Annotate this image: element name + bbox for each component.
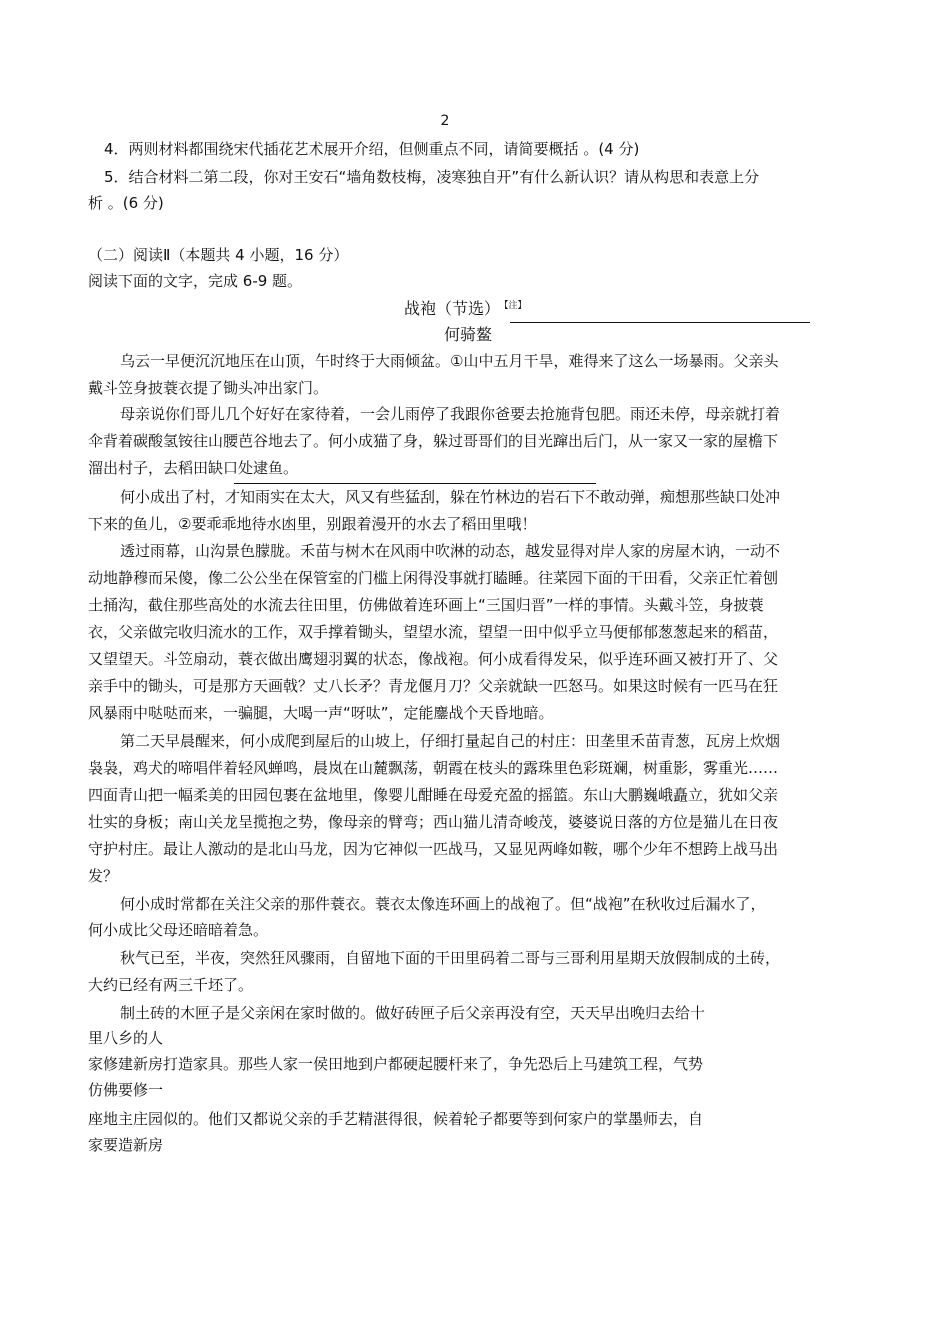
body-line: 乌云一早便沉沉地压在山顶，午时终于大雨倾盆。①山中五月干旱，难得来了这么一场暴雨。父亲头: [120, 352, 779, 370]
article-author: 何骑鳌: [444, 325, 493, 344]
body-line: 何小成时常都在关注父亲的那件蓑衣。蓑衣太像连环画上的战袍了。但“战袍”在秋收过后漏水了，: [120, 895, 766, 913]
body-line: 制土砖的木匣子是父亲闲在家时做的。做好砖匣子后父亲再没有空，天天早出晚归去给十: [120, 1004, 706, 1022]
body-line: 四面青山把一幅柔美的田园包裹在盆地里，像婴儿酣睡在母爱充盈的摇篮。东山大鹏巍峨矗立，犹如父亲: [88, 786, 779, 804]
body-line: 下来的鱼儿，②要乖乖地待水凼里，别跟着漫开的水去了稻田里哦！: [88, 515, 537, 533]
title-rule: [510, 322, 810, 323]
body-line: 戴斗笠身披蓑衣提了锄头冲出家门。: [88, 379, 329, 397]
body-line: 衣，父亲做完收归流水的工作，双手撑着锄头，望望水流，望望一田中似乎立马便郁郁葱葱起来的稻苗，: [88, 623, 779, 641]
body-line: 何小成比父母还暗暗着急。: [88, 921, 269, 939]
body-line: 何小成出了村，才知雨实在太大，风又有些猛刮，躲在竹林边的岩石下不敢动弹，痴想那些缺口处冲: [120, 488, 781, 506]
body-line: 发？: [88, 867, 119, 885]
title-footnote-marker: 【注】: [504, 300, 527, 311]
question-5-line-2: 析 。(6 分): [88, 194, 164, 212]
body-line: 大约已经有两三千坯了。: [88, 976, 254, 994]
body-line: 守护村庄。最让人激动的是北山马龙，因为它神似一匹战马，又显见两峰如鞍，哪个少年不想跨上战马出: [88, 840, 779, 858]
body-line: 透过雨幕，山沟景色朦胧。禾苗与树木在风雨中吹淋的动态，越发显得对岸人家的房屋木讷，一动不: [120, 542, 781, 560]
body-line: 溜出村子，去稻田缺口处逮鱼。: [88, 459, 299, 477]
body-line: 座地主庄园似的。他们又都说父亲的手艺精湛得很，候着轮子都要等到何家户的掌墨师去，自: [88, 1110, 704, 1128]
body-line: 母亲说你们哥儿几个好好在家待着，一会儿雨停了我跟你爸要去抢施背包肥。雨还未停，母亲就打着: [120, 405, 781, 423]
question-5-line-1: 5．结合材料二第二段，你对王安石“墙角数枝梅，凌寒独自开”有什么新认识？请从构思和表意上分: [104, 168, 760, 186]
body-line: 仿佛要修一: [88, 1081, 164, 1099]
body-line: 袅袅，鸡犬的啼唱伴着轻风蝉鸣，晨岚在山麓飘荡，朝霞在枝头的露珠里色彩斑斓，树重影，雾重光……: [88, 759, 779, 777]
body-line: 动地静穆而呆傻，像二公公坐在保管室的门槛上闲得没事就打瞌睡。往菜园下面的干田看，父亲正忙着刨: [88, 569, 779, 587]
body-line: 第二天早晨醒来，何小成爬到屋后的山坡上，仔细打量起自己的村庄：田垄里禾苗青葱，瓦房上炊烟: [120, 732, 781, 750]
article-title: [404, 296, 527, 319]
article-title-text: 战袍（节选）: [404, 299, 501, 318]
page-number: 2: [440, 113, 450, 129]
section-heading: （二）阅读Ⅱ（本题共 4 小题，16 分）: [88, 246, 349, 264]
body-line: 亲手中的锄头，可是那方天画戟？丈八长矛？青龙偃月刀？父亲就缺一匹怒马。如果这时候有一匹马在狂: [88, 677, 779, 695]
body-line: 风暴雨中哒哒而来，一骗腿，大喝一声“呀呔”，定能鏖战个天昏地暗。: [88, 704, 554, 722]
body-line: 又望望天。斗笠扇动，蓑衣做出鹰翅羽翼的状态，像战袍。何小成看得发呆，似乎连环画又被打开了、父: [88, 650, 779, 668]
body-line: 家要造新房: [88, 1136, 164, 1154]
body-line: 秋气已至，半夜，突然狂风骤雨，自留地下面的干田里码着二哥与三哥利用星期天放假制成的土砖，: [120, 949, 781, 967]
body-line: 土捅沟，截住那些高处的水流去往田里，仿佛做着连环画上“三国归晋”一样的事情。头戴斗笠，身披蓑: [88, 596, 764, 614]
body-line: 里八乡的人: [88, 1029, 164, 1047]
body-line: 家修建新房打造家具。那些人家一侯田地到户都硬起腰杆来了，争先恐后上马建筑工程，气势: [88, 1055, 704, 1073]
section-instruction: 阅读下面的文字，完成 6-9 题。: [88, 272, 303, 290]
question-4: 4．两则材料都围绕宋代插花艺术展开介绍，但侧重点不同，请简要概括 。(4 分): [104, 140, 640, 158]
body-line: 伞背着碳酸氢铵往山腰芭谷地去了。何小成猫了身，躲过哥哥们的目光蹿出后门，从一家又一家的屋檐下: [88, 432, 779, 450]
underline-mark: [234, 483, 596, 484]
body-line: 壮实的身板；南山关龙呈揽抱之势，像母亲的臂弯；西山猫儿清奇峻茂，婆婆说日落的方位是猫儿在日夜: [88, 813, 779, 831]
